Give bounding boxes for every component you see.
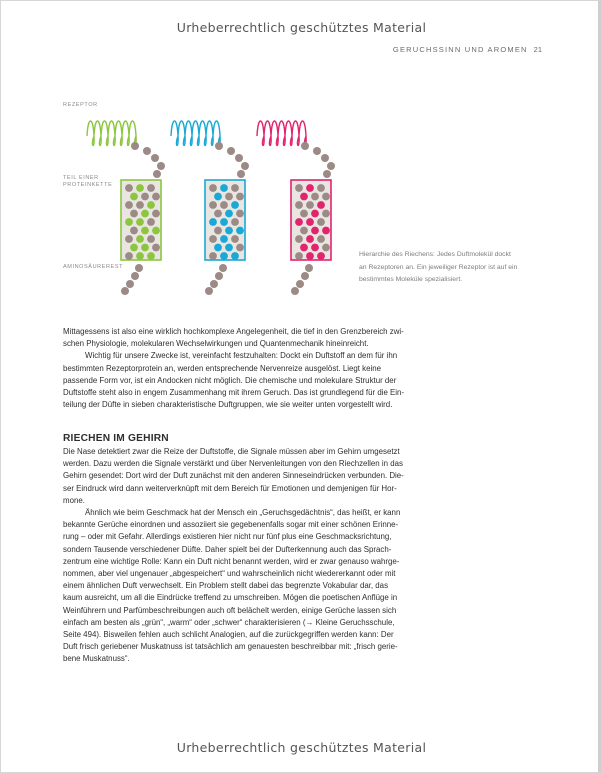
pink-chain-bead xyxy=(322,193,330,201)
pink-chain-bead xyxy=(306,201,314,209)
pink-chain-bead xyxy=(317,252,325,260)
green-lead-bead xyxy=(151,154,159,162)
text-line: teilung der Düfte in sieben charakteristische Duftgruppen, wie sie weiter unten vorgestellt wird. xyxy=(63,400,393,410)
label-receptor: REZEPTOR xyxy=(63,102,98,108)
text-line: schen Physiologie, molekularen Wechselwirkungen und Quantenmechanik hineinreicht. xyxy=(63,339,369,349)
text-line: Weinführern und Parfümbeschreibungen auch oft belächelt werden, einige Gerüche lassen sich xyxy=(63,605,397,615)
caption-line: bestimmtes Moleküle spezialisiert. xyxy=(359,276,463,283)
text-line: werden. Dazu werden die Signale verstärkt und über Nervenleitungen von den Riechzellen in das xyxy=(63,459,403,469)
cyan-helix xyxy=(171,121,220,145)
cyan-chain-bead xyxy=(214,244,222,252)
cyan-chain-bead xyxy=(225,244,233,252)
section-heading: RIECHEN IM GEHIRN xyxy=(63,433,169,444)
text-line: Duft frisch geriebener Muskatnuss ist tatsächlich am genauesten beschreibbar mit: „frisch gerie- xyxy=(63,642,398,652)
cyan-lead-bead xyxy=(235,154,243,162)
text-line: Seite 494). Bisweilen fehlen auch schlicht Analogien, auf die zurückgegriffen werden kann: Der xyxy=(63,630,394,640)
green-chain-bead xyxy=(130,227,138,235)
pink-chain-bead xyxy=(300,193,308,201)
text-line: mone. xyxy=(63,495,85,505)
green-chain-bead xyxy=(141,193,149,201)
page-number: 21 xyxy=(533,45,542,54)
cyan-chain-bead xyxy=(209,218,217,226)
text-line: zentrum eine wichtige Rolle: Kann ein Duft nicht benannt werden, wird er zwar genauso wahrge- xyxy=(63,556,400,566)
cyan-chain-bead xyxy=(231,201,239,209)
caption-line: an Rezeptoren an. Ein jeweiliger Rezeptor ist auf ein xyxy=(359,263,518,271)
text-line: Wichtig für unsere Zwecke ist, vereinfacht festzuhalten: Dockt ein Duftstoff an dem für ihn xyxy=(85,351,398,361)
green-chain-bead xyxy=(136,252,144,260)
pink-lead-bead xyxy=(301,142,309,150)
cyan-chain-bead xyxy=(214,210,222,218)
green-tail-bead xyxy=(131,272,139,280)
pink-chain-bead xyxy=(306,218,314,226)
text-line: Mittagessens ist also eine wirklich hochkomplexe Angelegenheit, die tief in den Grenzbereich zwi- xyxy=(63,327,404,336)
cyan-chain-bead xyxy=(209,184,217,192)
green-chain-bead xyxy=(152,210,160,218)
green-chain-bead xyxy=(136,184,144,192)
pink-chain-bead xyxy=(311,210,319,218)
cyan-chain-bead xyxy=(225,193,233,201)
green-lead-bead xyxy=(131,142,139,150)
cyan-chain-bead xyxy=(225,210,233,218)
label-protein-chain-1: TEIL EINER xyxy=(63,175,99,181)
green-lead-bead xyxy=(153,170,161,178)
cyan-chain-bead xyxy=(236,227,244,235)
cyan-chain-bead xyxy=(214,193,222,201)
pink-lead-bead xyxy=(327,162,335,170)
pink-chain-bead xyxy=(295,235,303,243)
pink-chain-bead xyxy=(311,227,319,235)
cyan-chain-bead xyxy=(209,235,217,243)
pink-chain-bead xyxy=(317,201,325,209)
pink-chain-bead xyxy=(322,227,330,235)
green-chain-bead xyxy=(125,184,133,192)
text-line: passende Form vor, ist ein Andocken nicht möglich. Die chemische und molekulare Struktur der xyxy=(63,375,397,385)
text-line: einfach am besten als „grün“, „warm“ oder „schwer“ charakterisieren (→ Kleine Geruchsschule, xyxy=(63,617,395,627)
cyan-chain-bead xyxy=(231,252,239,260)
cyan-chain-bead xyxy=(225,227,233,235)
pink-chain-bead xyxy=(322,244,330,252)
green-chain-bead xyxy=(152,227,160,235)
pink-chain-bead xyxy=(317,184,325,192)
text-line: Die Nase detektiert zwar die Reize der Duftstoffe, die Signale müssen aber im Gehirn umgesetzt xyxy=(63,447,400,456)
cyan-chain-bead xyxy=(209,201,217,209)
green-chain-bead xyxy=(125,252,133,260)
green-lead-bead xyxy=(143,147,151,155)
text-line: rung – oder mit Gefahr. Allerdings existieren hier nicht nur fünf plus eine Geschmacksrichtung, xyxy=(63,532,392,542)
green-chain-bead xyxy=(147,201,155,209)
text-line: kaum ausreicht, um all die Eindrücke treffend zu umschreiben. Mögen die poetischen Anflüge in xyxy=(63,593,398,603)
cyan-chain-bead xyxy=(236,193,244,201)
green-tail-bead xyxy=(135,264,143,272)
cyan-chain-bead xyxy=(214,227,222,235)
pink-chain-bead xyxy=(306,252,314,260)
cyan-chain-bead xyxy=(236,210,244,218)
text-line: bestimmten Rezeptorprotein an, werden entsprechende Nervenreize ausgelöst. Liegt keine xyxy=(63,363,382,373)
label-protein-chain-2: PROTEINKETTE xyxy=(63,182,113,188)
cyan-chain-bead xyxy=(231,218,239,226)
green-chain-bead xyxy=(152,193,160,201)
pink-tail-bead xyxy=(291,287,299,295)
cyan-chain-bead xyxy=(220,201,228,209)
copyright-watermark-bottom: Urheberrechtlich geschütztes Material xyxy=(176,740,427,755)
green-chain-bead xyxy=(125,201,133,209)
green-chain-bead xyxy=(141,210,149,218)
text-line: einem ähnlichen Duft verwechselt. Ein Problem stellt dabei das begrenzte Vokabular dar, das xyxy=(63,581,389,591)
cyan-chain-bead xyxy=(220,235,228,243)
green-chain-bead xyxy=(147,218,155,226)
green-chain-bead xyxy=(141,227,149,235)
green-chain-bead xyxy=(130,193,138,201)
green-tail-bead xyxy=(126,280,134,288)
cyan-chain-bead xyxy=(236,244,244,252)
cyan-chain-bead xyxy=(220,184,228,192)
pink-chain-bead xyxy=(306,184,314,192)
cyan-lead-bead xyxy=(215,142,223,150)
text-line: nommen, aber viel ungenauer „abgespeichert“ und wahrscheinlich nicht wiedererkannt oder mit xyxy=(63,569,396,579)
cyan-tail-bead xyxy=(215,272,223,280)
green-chain-bead xyxy=(136,218,144,226)
cyan-tail-bead xyxy=(210,280,218,288)
pink-lead-bead xyxy=(321,154,329,162)
pink-chain-bead xyxy=(311,193,319,201)
pink-tail-bead xyxy=(305,264,313,272)
green-chain-bead xyxy=(130,210,138,218)
pink-chain-bead xyxy=(306,235,314,243)
pink-chain-bead xyxy=(300,227,308,235)
green-chain-bead xyxy=(141,244,149,252)
pink-lead-bead xyxy=(323,170,331,178)
text-line: Duftstoffe steht also in engem Zusammenhang mit ihrem Geruch. Das ist grundlegend für die Ein- xyxy=(63,388,405,398)
caption-line: Hierarchie des Riechens: Jedes Duftmolekül dockt xyxy=(359,251,511,258)
green-chain-bead xyxy=(136,235,144,243)
pink-chain-bead xyxy=(295,218,303,226)
text-line: ser Eindruck wird dann weiterverknüpft mit dem Bereich für Emotionen und demjenigen für Hor- xyxy=(63,483,397,493)
green-chain-bead xyxy=(125,235,133,243)
figure-caption xyxy=(359,249,544,287)
cyan-tail-bead xyxy=(219,264,227,272)
text-line: bene Muskatnuss“. xyxy=(63,654,130,664)
pink-tail-bead xyxy=(301,272,309,280)
pink-chain-bead xyxy=(295,201,303,209)
pink-lead-bead xyxy=(313,147,321,155)
green-chain-bead xyxy=(152,244,160,252)
cyan-chain-bead xyxy=(220,252,228,260)
cyan-chain-bead xyxy=(231,184,239,192)
copyright-watermark-top: Urheberrechtlich geschütztes Material xyxy=(176,20,427,35)
green-helix xyxy=(87,121,136,145)
green-tail-bead xyxy=(121,287,129,295)
cyan-chain-bead xyxy=(231,235,239,243)
green-chain-bead xyxy=(125,218,133,226)
green-chain-bead xyxy=(147,235,155,243)
pink-chain-bead xyxy=(295,184,303,192)
pink-chain-bead xyxy=(295,252,303,260)
receptor-illustration xyxy=(63,96,363,296)
pink-helix xyxy=(257,121,306,145)
cyan-lead-bead xyxy=(241,162,249,170)
running-head-title: GERUCHSSINN UND AROMEN xyxy=(392,45,528,54)
cyan-lead-bead xyxy=(237,170,245,178)
cyan-chain-bead xyxy=(209,252,217,260)
text-line: sondern Tausende verschiedener Düfte. Daher spielt bei der Dufterkennung auch das Sprach- xyxy=(63,544,392,554)
running-head xyxy=(393,45,542,54)
body-section-2 xyxy=(63,446,549,666)
pink-chain-bead xyxy=(322,210,330,218)
pink-chain-bead xyxy=(300,244,308,252)
green-chain-bead xyxy=(136,201,144,209)
pink-tail-bead xyxy=(296,280,304,288)
pink-chain-bead xyxy=(317,218,325,226)
text-line: Ähnlich wie beim Geschmack hat der Mensch ein „Geruchsgedächtnis“, das heißt, er kann xyxy=(85,508,401,518)
cyan-tail-bead xyxy=(205,287,213,295)
text-line: Gehirn gesendet: Dort wird der Duft zunächst mit den anderen Sinneseindrücken verbunden. Die- xyxy=(63,471,404,481)
green-chain-bead xyxy=(147,252,155,260)
text-line: bekannte Gerüche einordnen und assoziiert sie gegebenenfalls sogar mit einer schönen Erinne- xyxy=(63,520,399,530)
green-chain-bead xyxy=(130,244,138,252)
pink-chain-bead xyxy=(311,244,319,252)
green-lead-bead xyxy=(157,162,165,170)
cyan-lead-bead xyxy=(227,147,235,155)
green-chain-bead xyxy=(147,184,155,192)
pink-chain-bead xyxy=(300,210,308,218)
cyan-chain-bead xyxy=(220,218,228,226)
label-amino-acid: AMINOSÄUREREST xyxy=(63,264,124,270)
pink-chain-bead xyxy=(317,235,325,243)
body-section-1 xyxy=(63,326,549,411)
